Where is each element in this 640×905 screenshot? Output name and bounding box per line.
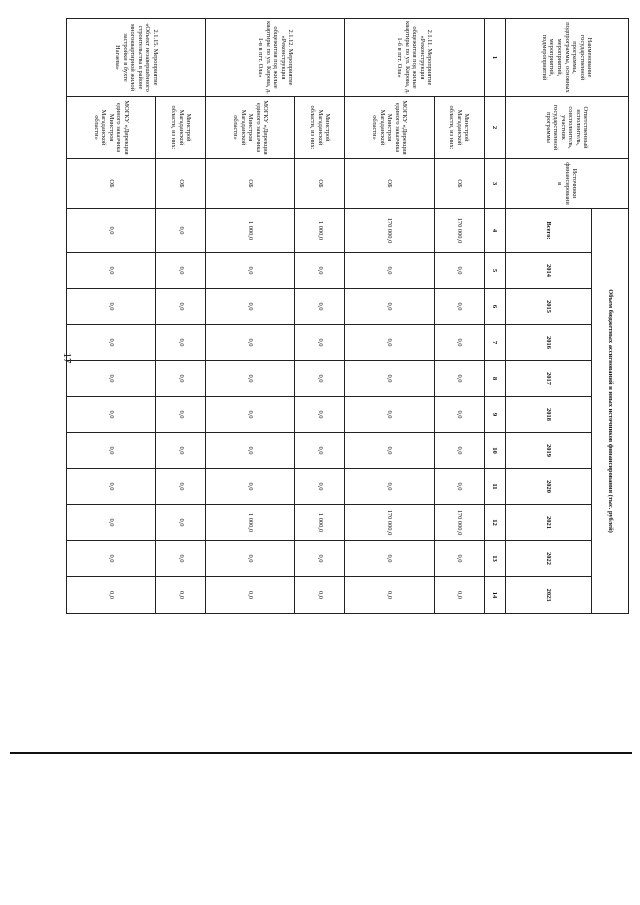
value-cell: 0,0 [156, 577, 206, 614]
page-number: 17 [61, 352, 73, 364]
value-cell: 0,0 [156, 541, 206, 577]
column-number: 11 [484, 469, 505, 505]
value-cell: 1 000,0 [206, 209, 295, 253]
column-number: 9 [484, 397, 505, 433]
value-cell: 0,0 [345, 469, 434, 505]
table-body [67, 19, 485, 614]
table-row [345, 19, 434, 614]
header-source: Источники финансирования [505, 159, 628, 209]
measure-name: 2.1.11. Мероприятие «Реконструкция общежития под жилые квартиры по ул. Кирова, д. 1-б в пгт. Ола» [345, 19, 484, 97]
column-number: 13 [484, 541, 505, 577]
value-cell: 0,0 [434, 397, 484, 433]
header-year: 2021 [505, 505, 592, 541]
source-cell: ОБ [67, 159, 156, 209]
header-year: 2016 [505, 325, 592, 361]
header-year: 2019 [505, 433, 592, 469]
value-cell: 0,0 [206, 541, 295, 577]
value-cell: 1 000,0 [295, 209, 345, 253]
value-cell: 0,0 [206, 397, 295, 433]
value-cell: 0,0 [156, 361, 206, 397]
value-cell: 0,0 [206, 253, 295, 289]
value-cell: 0,0 [295, 433, 345, 469]
value-cell: 0,0 [67, 209, 156, 253]
column-number: 12 [484, 505, 505, 541]
value-cell: 0,0 [156, 397, 206, 433]
value-cell: 1 000,0 [206, 505, 295, 541]
header-year: 2020 [505, 469, 592, 505]
value-cell: 0,0 [67, 253, 156, 289]
value-cell: 0,0 [67, 361, 156, 397]
executor-cell: МОГКУ «Дирекция единого заказчика Минстроя Магаданской области» [345, 97, 434, 159]
column-number: 3 [484, 159, 505, 209]
table-row [434, 19, 484, 614]
header-financing-group: Объем бюджетных ассигнований и иных источников финансирования (тыс. рублей) [592, 209, 629, 614]
source-cell: ОБ [206, 159, 295, 209]
value-cell: 0,0 [206, 433, 295, 469]
value-cell: 0,0 [206, 469, 295, 505]
executor-cell: Минстрой Магаданской области, из них: [156, 97, 206, 159]
value-cell: 0,0 [295, 361, 345, 397]
table-row [156, 19, 206, 614]
value-cell: 0,0 [67, 505, 156, 541]
value-cell: 0,0 [156, 289, 206, 325]
value-cell: 0,0 [434, 253, 484, 289]
value-cell: 0,0 [434, 289, 484, 325]
value-cell: 0,0 [156, 433, 206, 469]
value-cell: 170 000,0 [345, 505, 434, 541]
value-cell: 0,0 [345, 541, 434, 577]
source-cell: ОБ [156, 159, 206, 209]
value-cell: 0,0 [345, 289, 434, 325]
source-cell: ОБ [434, 159, 484, 209]
value-cell: 0,0 [345, 577, 434, 614]
value-cell: 0,0 [345, 433, 434, 469]
value-cell: 0,0 [434, 469, 484, 505]
financing-table [66, 18, 629, 614]
header-name: Наименование государственной программы, подпрограммы, основных мероприятий, мероприятий, подмероприятий [505, 19, 628, 97]
value-cell: 0,0 [295, 325, 345, 361]
header-year: 2022 [505, 541, 592, 577]
column-number: 5 [484, 253, 505, 289]
executor-cell: Минстрой Магаданской области, из них: [434, 97, 484, 159]
table-row [206, 19, 295, 614]
column-number: 2 [484, 97, 505, 159]
measure-name: 2.1.15. Мероприятие «Объект незавершённого строительства в районе многоквартирной жилой застройки в бухте Нагаева» [67, 19, 206, 97]
column-number: 10 [484, 433, 505, 469]
value-cell: 0,0 [345, 253, 434, 289]
value-cell: 0,0 [345, 325, 434, 361]
executor-cell: МОГКУ «Дирекция единого заказчика Минстроя Магаданской области» [67, 97, 156, 159]
value-cell: 0,0 [295, 289, 345, 325]
value-cell: 0,0 [67, 397, 156, 433]
value-cell: 0,0 [67, 433, 156, 469]
value-cell: 0,0 [67, 325, 156, 361]
bottom-rule [10, 752, 632, 754]
value-cell: 0,0 [295, 577, 345, 614]
value-cell: 0,0 [67, 541, 156, 577]
column-number: 6 [484, 289, 505, 325]
value-cell: 0,0 [156, 253, 206, 289]
value-cell: 0,0 [156, 505, 206, 541]
value-cell: 0,0 [156, 469, 206, 505]
column-number: 14 [484, 577, 505, 614]
column-number: 1 [484, 19, 505, 97]
measure-name: 2.1.12. Мероприятие «Реконструкция общежития под жилые квартиры по ул. Кирова, д. 1-в в пгт. Ола» [206, 19, 345, 97]
value-cell: 0,0 [295, 397, 345, 433]
header-year: 2014 [505, 253, 592, 289]
header-executor: Ответственный исполнитель, соисполнитель, участник государственной программы [505, 97, 628, 159]
header-year: 2017 [505, 361, 592, 397]
value-cell: 0,0 [67, 469, 156, 505]
value-cell: 0,0 [345, 397, 434, 433]
header-year: 2023 [505, 577, 592, 614]
value-cell: 0,0 [295, 469, 345, 505]
value-cell: 0,0 [295, 253, 345, 289]
value-cell: 0,0 [206, 577, 295, 614]
value-cell: 0,0 [206, 361, 295, 397]
header-year: Всего: [505, 209, 592, 253]
value-cell: 0,0 [434, 433, 484, 469]
value-cell: 0,0 [295, 541, 345, 577]
value-cell: 170 000,0 [434, 209, 484, 253]
source-cell: ОБ [345, 159, 434, 209]
value-cell: 1 000,0 [295, 505, 345, 541]
header-year: 2015 [505, 289, 592, 325]
source-cell: ОБ [295, 159, 345, 209]
value-cell: 0,0 [206, 325, 295, 361]
header-year: 2018 [505, 397, 592, 433]
executor-cell: МОГКУ «Дирекция единого заказчика Минстроя Магаданской области» [206, 97, 295, 159]
value-cell: 0,0 [156, 209, 206, 253]
value-cell: 0,0 [345, 361, 434, 397]
column-number-row [484, 19, 505, 614]
value-cell: 0,0 [67, 577, 156, 614]
column-number: 7 [484, 325, 505, 361]
value-cell: 0,0 [434, 577, 484, 614]
value-cell: 0,0 [434, 325, 484, 361]
table-row [67, 19, 156, 614]
value-cell: 0,0 [156, 325, 206, 361]
value-cell: 0,0 [206, 289, 295, 325]
executor-cell: Минстрой Магаданской области, из них: [295, 97, 345, 159]
value-cell: 0,0 [434, 361, 484, 397]
column-number: 8 [484, 361, 505, 397]
value-cell: 170 000,0 [345, 209, 434, 253]
value-cell: 0,0 [434, 541, 484, 577]
column-number: 4 [484, 209, 505, 253]
table-row [295, 19, 345, 614]
value-cell: 0,0 [67, 289, 156, 325]
value-cell: 170 000,0 [434, 505, 484, 541]
rotated-table-wrapper [66, 18, 629, 602]
